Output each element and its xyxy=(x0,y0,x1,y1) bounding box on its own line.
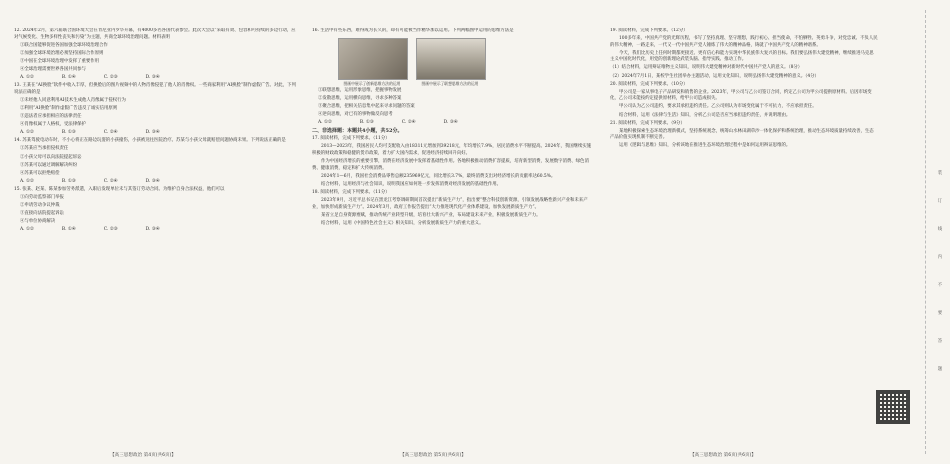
q16-option-b[interactable]: B. ①③ xyxy=(359,119,374,125)
q20-stem: 20. 阅读材料，完成下列要求。（10分） xyxy=(610,81,688,87)
q16-images xyxy=(312,38,594,86)
page-4-column xyxy=(14,28,296,444)
binding-line xyxy=(925,10,926,454)
q12-stem: 12. 2024年2月，第六届联合国环境大会在肯尼亚内罗毕开幕，有4000多名各国代表参会。此次大会以“采取有效、包容和可持续的多边行动，应对气候变化、生物多样性丧失和污染”为主题，共商全球环境治理问题。材料表明 xyxy=(14,28,296,40)
q13-item: ①未经他人同意利用AI技术生成他人肖像属于侵权行为 xyxy=(20,97,126,103)
page-6-column xyxy=(610,28,878,444)
q13-option-b[interactable]: B. ①③ xyxy=(61,130,76,136)
q14-item: ②小孩父母可以向法院提起诉讼 xyxy=(20,154,82,160)
q12-item: ②加强全球环境治理必须坚持国际合作原则 xyxy=(20,50,104,56)
q12-item: ①联合国能够促进各国加强全球环境治理合作 xyxy=(20,42,108,48)
page-5-column xyxy=(312,28,594,444)
q12-option-c[interactable]: C. ②③ xyxy=(103,75,118,81)
q14-option-a[interactable]: A. ①② xyxy=(20,178,34,184)
q17-question: 结合材料，运用经济与社会知识，说明我国应如何进一步发挥消费对经济发展的基础性作用。 xyxy=(321,181,502,187)
q12-item: ④全球治理需要世界各国共同参与 xyxy=(20,66,86,72)
photo-figure-1 xyxy=(338,38,408,80)
q18-stem: 18. 阅读材料，完成下列要求。（11分） xyxy=(312,189,390,195)
q15-options xyxy=(14,227,296,234)
q20-question: 结合材料，运用《法律与生活》知识，分析乙公司是否应当承担违约责任，并说明理由。 xyxy=(619,112,791,118)
q14-option-c[interactable]: C. ②④ xyxy=(103,178,118,184)
q13-option-c[interactable]: C. ②④ xyxy=(103,130,118,136)
q20-material-2: 甲公司认为乙公司违约，要求其承担违约责任。乙公司则认为市场变化属于不可抗力，不应承担责任。 xyxy=(619,104,817,110)
q14-item: ③苏某可以通过调解解决纠纷 xyxy=(20,162,78,168)
q21-question: 运用《逻辑与思维》知识，分析该地在推进生态环境治理过程中是如何运用辩证思维的。 xyxy=(619,143,791,149)
q21-material: 某地积极探索生态环境治理新模式，坚持系统观念，统筹山水林田湖草沙一体化保护和系统治理，推动生态环境质量持续改善，生态产品价值实现机制不断完善。 xyxy=(610,128,874,141)
q16-stem: 16. 生活中有些东西，难得成为长久的，却有可能被当作精华加以运用。下列两幅图中运用的思维方法是 xyxy=(312,28,514,33)
page-5-footer: 【高三思想政治 第5页(共6页)】 xyxy=(400,453,467,458)
binding-char: 要 xyxy=(937,311,943,316)
q17-stem: 17. 阅读材料，完成下列要求。（11分） xyxy=(312,136,390,142)
q13-stem: 13. 王某在“AI换脸”软件中收入丰厚，但换脸后的图片视频中的人物肖像侵犯了他人的肖像权。一些商家利用“AI换脸”制作虚假广告。对此，下列说法正确的是 xyxy=(14,83,296,95)
page-4-footer: 【高三思想政治 第4页(共6页)】 xyxy=(110,453,177,458)
q16-item: ④逆向思维，对已有的事物做反向思考 xyxy=(318,111,393,117)
q14-option-d[interactable]: D. ③④ xyxy=(145,178,160,184)
q15-item: ③直接向法院提起诉讼 xyxy=(20,211,64,217)
binding-char: 答 xyxy=(937,339,943,344)
q12-options xyxy=(14,75,296,82)
q13-options xyxy=(14,130,296,137)
q13-item: ④肖像权属于人格权，受法律保护 xyxy=(20,122,86,128)
q16-options xyxy=(312,120,594,127)
q20-material: 甲公司是一家从事电子产品研发和销售的企业。2023年，甲公司与乙公司签订合同，约定乙公司为甲公司提供原材料。后因市场变化，乙公司未能按约定提供原材料，给甲公司造成损失。 xyxy=(610,89,872,102)
q15-item: ④与单位协商解决 xyxy=(20,219,56,225)
binding-char: 不 xyxy=(937,283,943,288)
q15-option-c[interactable]: C. ②③ xyxy=(103,227,118,233)
q15-item: ②申请劳动争议仲裁 xyxy=(20,203,60,209)
q19-question-1: （1）结合材料，运用辩证唯物主义知识，说明伟大建党精神对新时代中国共产党人的意义。（8分） xyxy=(610,65,803,71)
q12-option-d[interactable]: D. ③④ xyxy=(145,75,160,81)
q16-image-2-caption: 图画中展示了联想思维方法的运用 xyxy=(421,80,479,86)
q12-item: ③中国在全球环境治理中发挥了重要作用 xyxy=(20,58,100,64)
binding-strip xyxy=(936,170,944,372)
q19-question-2: （2）2024年7月1日，某校学生社团举办主题活动，运用文化知识，说明弘扬伟大建党精神的意义。（4分） xyxy=(610,73,819,79)
q14-options xyxy=(14,179,296,186)
q19-material-2: 今天，我们比历史上任何时期都更接近、更有信心和能力实现中华民族伟大复兴的目标。我们要弘扬伟大建党精神，继续推进马克思主义中国化时代化，用党的创新理论武装头脑、指导实践、推动工作。 xyxy=(610,50,874,63)
photo-figure-2 xyxy=(416,38,486,80)
q18-material-2: 某省立足自身资源禀赋，推动传统产业转型升级，培育壮大新兴产业，布局建设未来产业，积极发展新质生产力。 xyxy=(321,212,541,218)
q17-material-2: 作为中国经济增长的重要引擎，消费在经济发展中发挥着基础性作用。各地积极推动消费扩容提质，培育新型消费，发展数字消费、绿色消费、健康消费，稳定和扩大传统消费。 xyxy=(312,158,589,171)
binding-char: 订 xyxy=(937,199,943,204)
q19-stem: 19. 阅读材料，完成下列要求。（12分） xyxy=(610,28,688,33)
q14-item: ④苏某可以拒绝赔偿 xyxy=(20,170,60,176)
q16-option-a[interactable]: A. ①② xyxy=(318,119,332,125)
q16-image-1-caption: 图画中展示了创新思维方法的运用 xyxy=(343,80,401,86)
page-6-footer: 【高三思想政治 第6页(共6页)】 xyxy=(690,453,757,458)
q13-option-a[interactable]: A. ①② xyxy=(20,130,34,136)
q15-option-a[interactable]: A. ①② xyxy=(20,227,34,233)
q17-material: 2013—2023年，我国居民人均可支配收入由18311元增加到39218元，年均增长7.9%，居民消费水平不断提高。2024年，我国继续实施积极的财政政策和稳健的货币政策，着力扩大国内需求，促进经济持续回升向好。 xyxy=(312,144,592,156)
q13-item: ②利用“AI换脸”制作虚假广告违反了诚实信用原则 xyxy=(20,105,118,111)
q15-item: ①向劳动监察部门举报 xyxy=(20,194,64,200)
q15-stem: 15. 张某、赵某、陈某参加劳务派遣，入职后发现单位未与其签订劳动合同。为维护自身合法权益，他们可以 xyxy=(14,186,225,192)
section-2-title: 二、非选择题：本题共4小题，共52分。 xyxy=(312,128,403,135)
q12-option-a[interactable]: A. ①② xyxy=(20,75,34,81)
binding-char: 装 xyxy=(937,171,943,176)
qr-code xyxy=(876,390,910,424)
q16-item: ①联想思维，运用形象思维，把握事物发展 xyxy=(318,87,402,93)
binding-char: 线 xyxy=(937,227,943,232)
q16-option-c[interactable]: C. ②④ xyxy=(401,119,416,125)
q18-material: 2023年9月，习近平总书记在黑龙江考察调研期间首次提出“新质生产力”，指出要“整合科技创新资源，引领发展战略性新兴产业和未来产业，加快形成新质生产力”。2024年3月，政府工作报告提出“大力推进现代化产业体系建设，加快发展新质生产力”。 xyxy=(312,197,588,210)
q12-option-b[interactable]: B. ①④ xyxy=(61,75,76,81)
q13-item: ③违法者应承担相应的法律责任 xyxy=(20,114,82,120)
q16-item: ③聚合思维，把相关信息集中起来寻求问题的答案 xyxy=(318,103,415,109)
q14-option-b[interactable]: B. ①③ xyxy=(61,178,76,184)
binding-char: 题 xyxy=(937,367,943,372)
q15-option-d[interactable]: D. ③④ xyxy=(145,227,160,233)
q16-image-2 xyxy=(416,38,484,86)
q18-question: 结合材料，运用《中国特色社会主义》相关知识，分析发展新质生产力的重大意义。 xyxy=(321,220,484,226)
binding-char: 内 xyxy=(937,255,943,260)
q13-option-d[interactable]: D. ③④ xyxy=(145,130,160,136)
q15-option-b[interactable]: B. ①④ xyxy=(61,227,76,233)
q14-item: ①苏某应当承担侵权责任 xyxy=(20,146,69,152)
q16-option-d[interactable]: D. ③④ xyxy=(443,119,458,125)
q16-item: ②发散思维，运用横向思维，寻求多种答案 xyxy=(318,95,402,101)
q21-stem: 21. 阅读材料，完成下列要求。（9分） xyxy=(610,120,685,126)
q19-material: 100多年来，中国共产党的光辉历程，书写了坚持真理、坚守理想，践行初心、担当使命，不怕牺牲、英勇斗争，对党忠诚、不负人民的伟大精神，一路走来，一代又一代中国共产党人锤炼了伟大的精神品格，铸就了中国共产党人的精神谱系。 xyxy=(610,36,878,48)
q14-stem: 14. 苏某驾驶电动车时，不小心将正在路边玩耍的小孩撞伤，小孩被送往医院治疗。苏某与小孩父母就赔偿问题协商未果。下列说法正确的是 xyxy=(14,138,286,144)
q16-image-1 xyxy=(338,38,406,86)
q17-material-3: 2024年1—6月，我国社会消费品零售总额235969亿元，同比增长3.7%，最终消费支出对经济增长的贡献率达60.5%。 xyxy=(321,173,556,179)
